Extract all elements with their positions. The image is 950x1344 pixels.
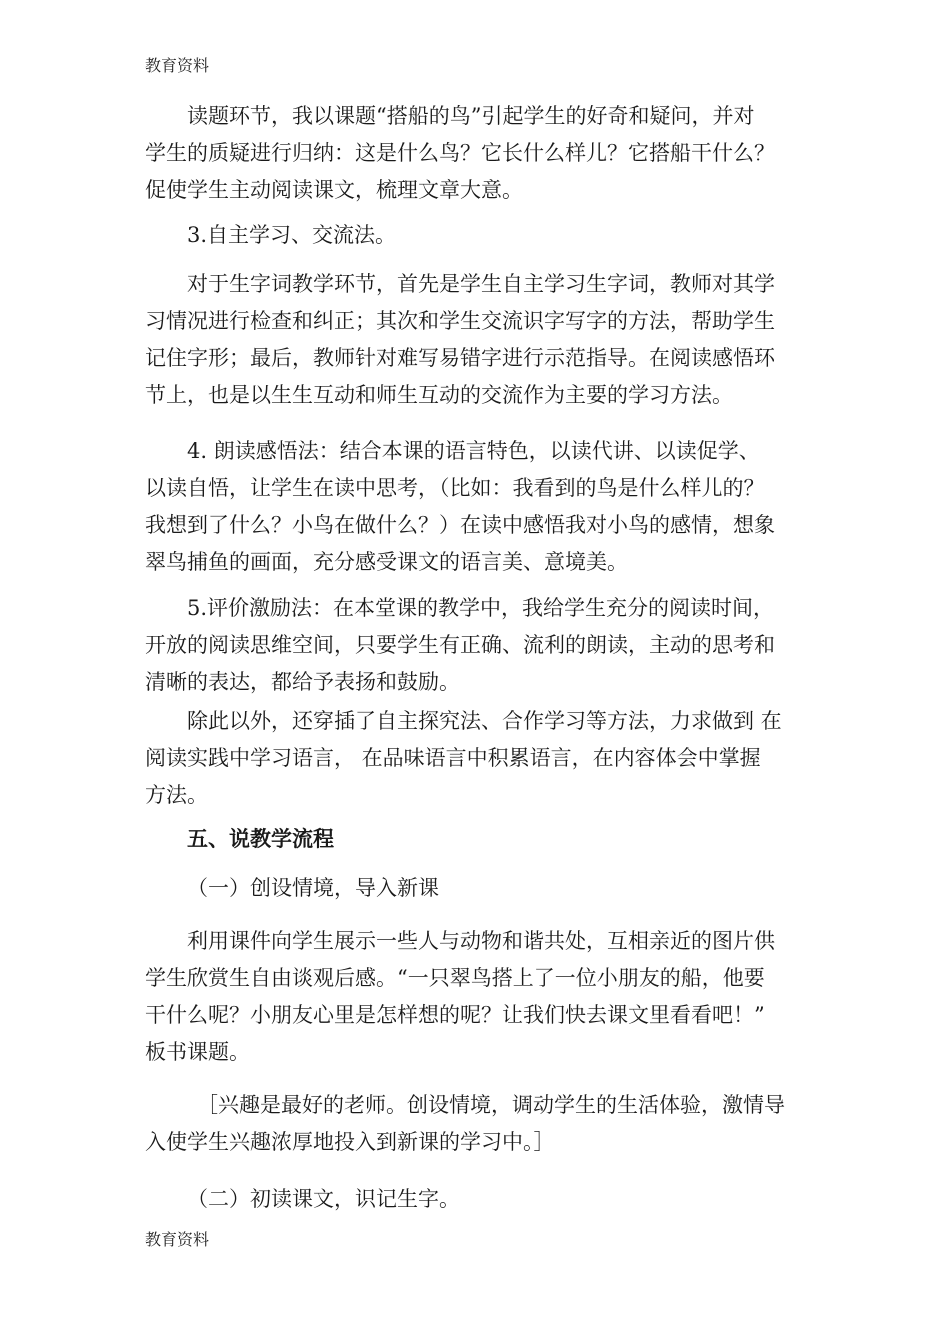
text-line: 4. 朗读感悟法：结合本课的语言特色，以读代讲、以读促学、: [187, 439, 760, 463]
text-line: 我想到了什么？小鸟在做什么？）在读中感悟我对小鸟的感情，想象: [145, 513, 775, 537]
paragraph-courseware: [145, 923, 825, 1071]
text-line: 翠鸟捕鱼的画面，充分感受课文的语言美、意境美。: [145, 550, 628, 574]
text-line: 学生的质疑进行归纳：这是什么鸟？它长什么样儿？它搭船干什么？: [145, 141, 775, 165]
text-line: 干什么呢？小朋友心里是怎样想的呢？让我们快去课文里看看吧！”: [145, 1003, 765, 1027]
text-line: 清晰的表达，都给予表扬和鼓励。: [145, 670, 460, 694]
text-line: 以读自悟，让学生在读中思考，（比如：我看到的鸟是什么样儿的？: [145, 476, 765, 500]
subheading-first-reading: [145, 1181, 825, 1218]
paragraph-interest-note: [145, 1087, 825, 1161]
text-line: 3.自主学习、交流法。: [187, 223, 397, 247]
text-line: 入使学生兴趣浓厚地投入到新课的学习中。］: [145, 1130, 555, 1154]
text-line: 5.评价激励法：在本堂课的教学中，我给学生充分的阅读时间，: [187, 596, 775, 620]
text-line: 记住字形；最后，教师针对难写易错字进行示范指导。在阅读感悟环: [145, 346, 775, 370]
text-line: （一）创设情境，导入新课: [187, 876, 439, 900]
page-header: 教育资料: [145, 56, 210, 75]
text-line: 开放的阅读思维空间，只要学生有正确、流利的朗读，主动的思考和: [145, 633, 775, 657]
text-line: 学生欣赏生自由谈观后感。“一只翠鸟搭上了一位小朋友的船，他要: [145, 966, 765, 990]
text-line: 读题环节，我以课题“搭船的鸟”引起学生的好奇和疑问，并对: [187, 104, 755, 128]
text-line: 对于生字词教学环节，首先是学生自主学习生字词，教师对其学: [187, 272, 775, 296]
page-footer: 教育资料: [145, 1230, 210, 1249]
text-line: ［兴趣是最好的老师。创设情境，调动学生的生活体验，激情导: [197, 1093, 785, 1117]
heading-method-3: [145, 217, 825, 254]
text-line: 利用课件向学生展示一些人与动物和谐共处，互相亲近的图片供: [187, 929, 775, 953]
paragraph-reading-title: [145, 98, 825, 209]
text-line: 除此以外，还穿插了自主探究法、合作学习等方法，力求做到 在: [187, 709, 782, 733]
text-line: 阅读实践中学习语言， 在品味语言中积累语言，在内容体会中掌握: [145, 746, 761, 770]
text-line: 方法。: [145, 783, 208, 807]
text-line: 促使学生主动阅读课文，梳理文章大意。: [145, 178, 523, 202]
section-heading-teaching-flow: [145, 820, 825, 857]
subheading-create-context: [145, 870, 825, 907]
text-line: 习情况进行检查和纠正；其次和学生交流识字写字的方法，帮助学生: [145, 309, 775, 333]
text-line: 板书课题。: [145, 1040, 250, 1064]
paragraph-method-4: [145, 433, 825, 581]
paragraph-method-5: [145, 590, 825, 701]
text-line: 五、说教学流程: [187, 826, 334, 851]
paragraph-vocab-teaching: [145, 266, 825, 414]
text-line: 节上，也是以生生互动和师生互动的交流作为主要的学习方法。: [145, 383, 733, 407]
text-line: （二）初读课文，识记生字。: [187, 1187, 460, 1211]
paragraph-other-methods: [145, 703, 825, 814]
